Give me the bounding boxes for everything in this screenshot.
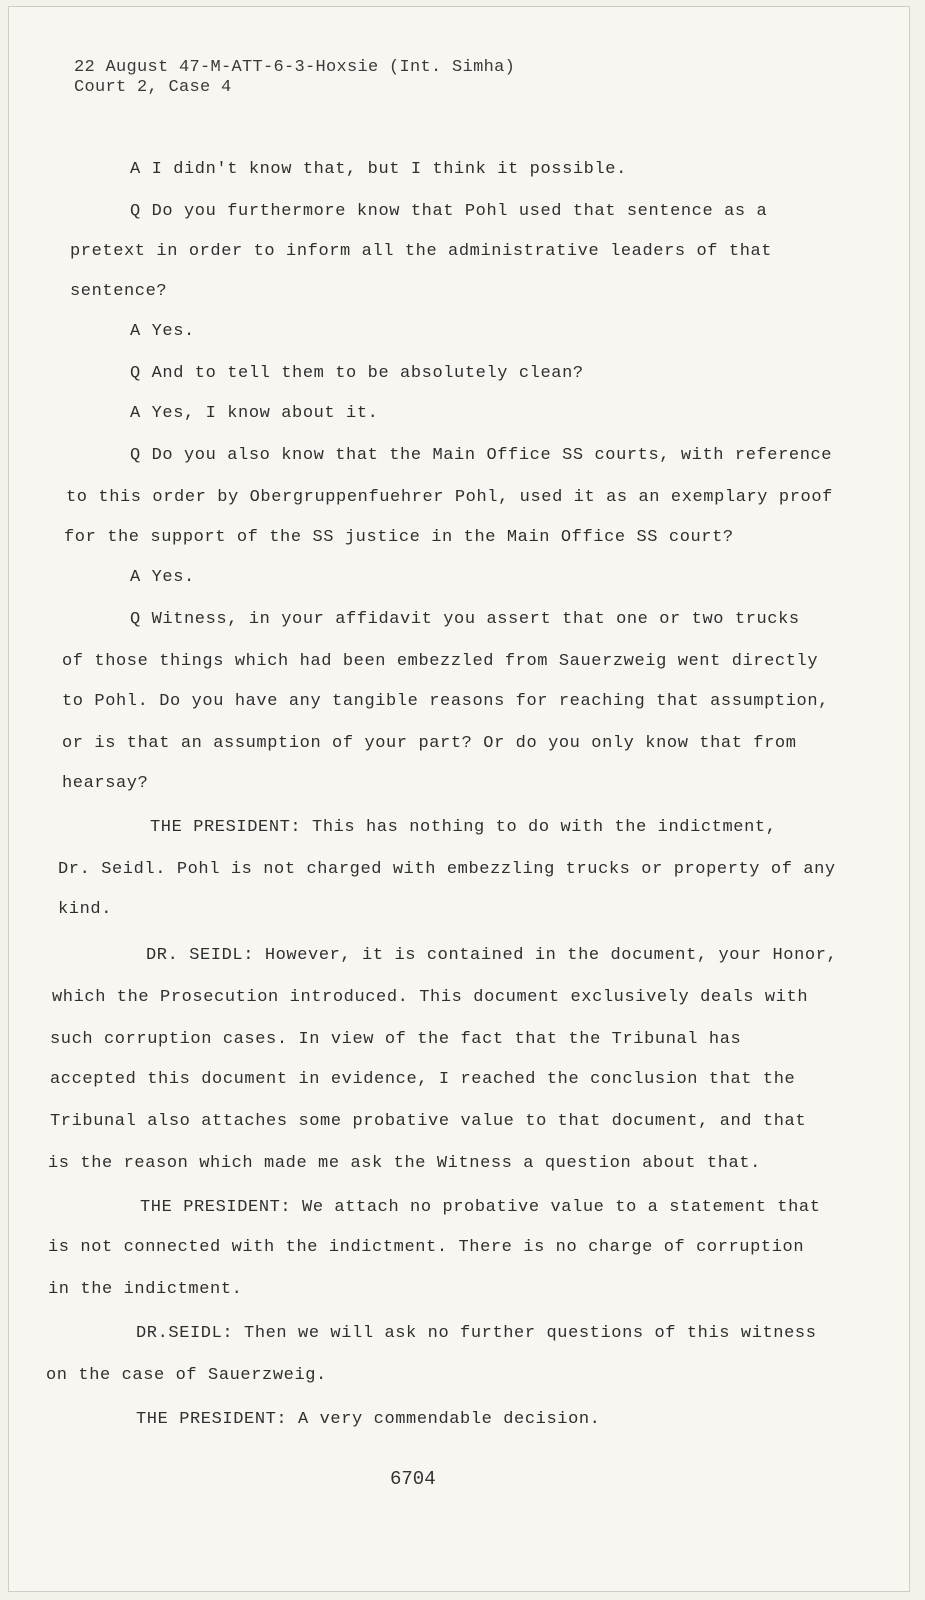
transcript-line: such corruption cases. In view of the fact that the Tribunal has: [50, 1030, 742, 1049]
transcript-line: is the reason which made me ask the Witness a question about that.: [48, 1154, 761, 1173]
transcript-line: sentence?: [70, 282, 168, 301]
transcript-line: pretext in order to inform all the administrative leaders of that: [70, 242, 773, 261]
transcript-line: Dr. Seidl. Pohl is not charged with embezzling trucks or property of any: [58, 860, 836, 879]
transcript-line: A Yes.: [130, 322, 195, 341]
transcript-line: is not connected with the indictment. There is no charge of corruption: [48, 1238, 805, 1257]
transcript-line: for the support of the SS justice in the Main Office SS court?: [64, 528, 734, 547]
transcript-line: which the Prosecution introduced. This document exclusively deals with: [52, 988, 809, 1007]
transcript-line: or is that an assumption of your part? Or do you only know that from: [62, 734, 797, 753]
transcript-line: to Pohl. Do you have any tangible reasons for reaching that assumption,: [62, 692, 829, 711]
transcript-line: A Yes, I know about it.: [130, 404, 379, 423]
transcript-line: Q Do you also know that the Main Office SS courts, with reference: [130, 446, 833, 465]
transcript-line: accepted this document in evidence, I reached the conclusion that the: [50, 1070, 796, 1089]
transcript-line: of those things which had been embezzled from Sauerzweig went directly: [62, 652, 819, 671]
transcript-line: Tribunal also attaches some probative value to that document, and that: [50, 1112, 807, 1131]
transcript-line: Q And to tell them to be absolutely clean?: [130, 364, 584, 383]
transcript-line: DR.SEIDL: Then we will ask no further questions of this witness: [136, 1324, 817, 1343]
transcript-line: in the indictment.: [48, 1280, 243, 1299]
transcript-line: DR. SEIDL: However, it is contained in the document, your Honor,: [146, 946, 838, 965]
page-number: 6704: [390, 1468, 436, 1490]
transcript-line: A Yes.: [130, 568, 195, 587]
header-session-line: 22 August 47-M-ATT-6-3-Hoxsie (Int. Simha): [74, 58, 516, 77]
transcript-line: THE PRESIDENT: This has nothing to do with the indictment,: [150, 818, 777, 837]
transcript-line: THE PRESIDENT: A very commendable decision.: [136, 1410, 601, 1429]
transcript-line: on the case of Sauerzweig.: [46, 1366, 327, 1385]
transcript-line: hearsay?: [62, 774, 149, 793]
transcript-line: THE PRESIDENT: We attach no probative value to a statement that: [140, 1198, 821, 1217]
transcript-line: A I didn't know that, but I think it possible.: [130, 160, 627, 179]
transcript-line: Q Witness, in your affidavit you assert that one or two trucks: [130, 610, 800, 629]
transcript-line: kind.: [58, 900, 113, 919]
transcript-line: Q Do you furthermore know that Pohl used that sentence as a: [130, 202, 768, 221]
document-header: [74, 58, 515, 98]
header-court-line: Court 2, Case 4: [74, 78, 232, 97]
transcript-line: to this order by Obergruppenfuehrer Pohl, used it as an exemplary proof: [66, 488, 833, 507]
